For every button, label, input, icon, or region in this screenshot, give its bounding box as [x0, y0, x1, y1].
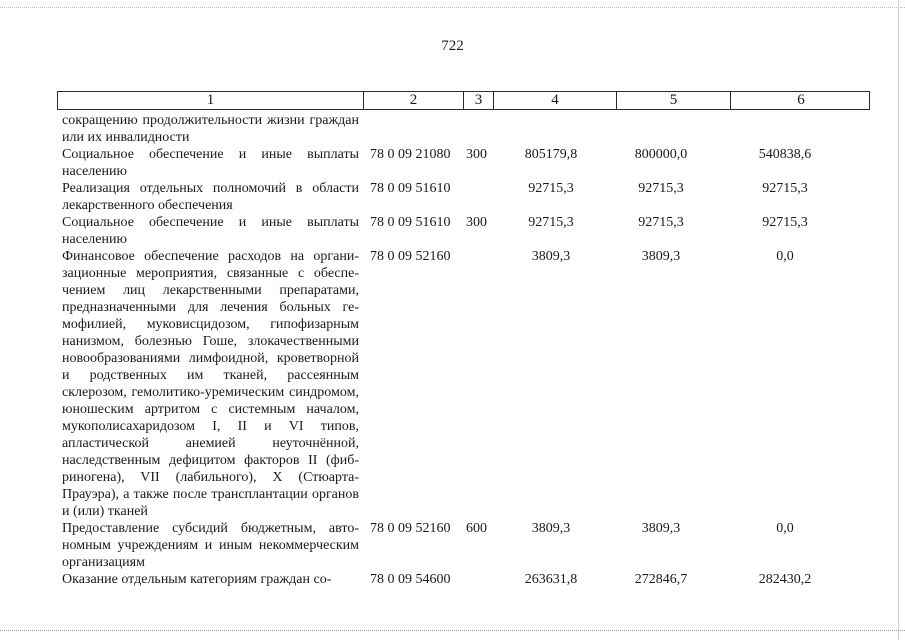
column-header-5: 5 — [616, 92, 730, 109]
table-row — [0, 112, 905, 146]
table-row — [0, 520, 905, 571]
column-header-4: 4 — [493, 92, 616, 109]
row-description: Социальное обеспечение и иные выплаты населению — [62, 147, 359, 179]
page-number: 722 — [441, 38, 464, 54]
row-value-col6: 92715,3 — [762, 181, 808, 196]
table-row — [0, 146, 905, 180]
column-header-6: 6 — [730, 92, 871, 109]
row-value-col6: 92715,3 — [762, 215, 808, 230]
column-header-1: 1 — [206, 92, 215, 108]
row-description: Финансовое обеспечение расходов на организационные мероприятия, связанные с обеспечением лиц лекарственными препаратами, предназначенными для лечения больных гемофилией, муковисцидозом, гипофизарным нанизмом, болезнью Гоше, злокачественными новообразованиями лимфоидной, кроветворной и родственных им тканей, рассеянным склерозом, гемолитико-уремическим синдромом, юношеским артритом с системным началом, мукополисахаридозом I, II и VI типов, апластической анемией неуточнённой, наследственным дефицитом факторов II (фибриногена), VII (лабильного), X (Стюарта-Прауэра), а также после трансплантации органов и (или) тканей — [62, 249, 359, 519]
row-value-col6: 540838,6 — [758, 147, 812, 162]
scan-bottom-edge — [0, 630, 905, 631]
row-target-code: 78 0 09 54600 — [370, 572, 451, 587]
row-value-col5: 800000,0 — [634, 147, 688, 162]
row-value-col5: 3809,3 — [641, 521, 681, 536]
row-value-col5: 3809,3 — [641, 249, 681, 264]
row-target-code: 78 0 09 52160 — [370, 249, 451, 264]
table-row — [0, 214, 905, 248]
row-target-code: 78 0 09 51610 — [370, 215, 451, 230]
row-value-col6: 282430,2 — [758, 572, 812, 587]
row-value-col5: 92715,3 — [638, 215, 684, 230]
column-header-3: 3 — [463, 92, 493, 109]
row-expense-type: 300 — [466, 147, 487, 162]
scan-top-edge — [0, 7, 905, 8]
row-description: Социальное обеспечение и иные выплаты населению — [62, 215, 359, 247]
row-description: Оказание отдельным категориям граждан со- — [62, 572, 332, 587]
row-value-col5: 92715,3 — [638, 181, 684, 196]
row-target-code: 78 0 09 52160 — [370, 521, 451, 536]
row-description: Реализация отдельных полномочий в области лекарственного обеспечения — [62, 181, 359, 213]
row-expense-type: 300 — [466, 215, 487, 230]
row-description: Предоставление субсидий бюджетным, автономным учреждениям и иным некоммерческим организациям — [62, 521, 359, 570]
row-value-col5: 272846,7 — [634, 572, 688, 587]
row-expense-type: 600 — [466, 521, 487, 536]
column-header-2: 2 — [363, 92, 463, 109]
row-value-col4: 263631,8 — [524, 572, 578, 587]
row-value-col6: 0,0 — [776, 521, 794, 536]
row-value-col6: 0,0 — [776, 249, 794, 264]
row-value-col4: 805179,8 — [524, 147, 578, 162]
row-target-code: 78 0 09 51610 — [370, 181, 451, 196]
budget-table-body — [0, 112, 905, 588]
row-value-col4: 3809,3 — [531, 521, 571, 536]
row-value-col4: 3809,3 — [531, 249, 571, 264]
table-column-header — [57, 91, 870, 110]
table-row — [0, 248, 905, 520]
row-target-code: 78 0 09 21080 — [370, 147, 451, 162]
row-value-col4: 92715,3 — [528, 215, 574, 230]
row-description: сокращению продолжительности жизни граждан или их инвалидности — [62, 113, 359, 145]
table-row — [0, 180, 905, 214]
row-value-col4: 92715,3 — [528, 181, 574, 196]
table-row — [0, 571, 905, 588]
